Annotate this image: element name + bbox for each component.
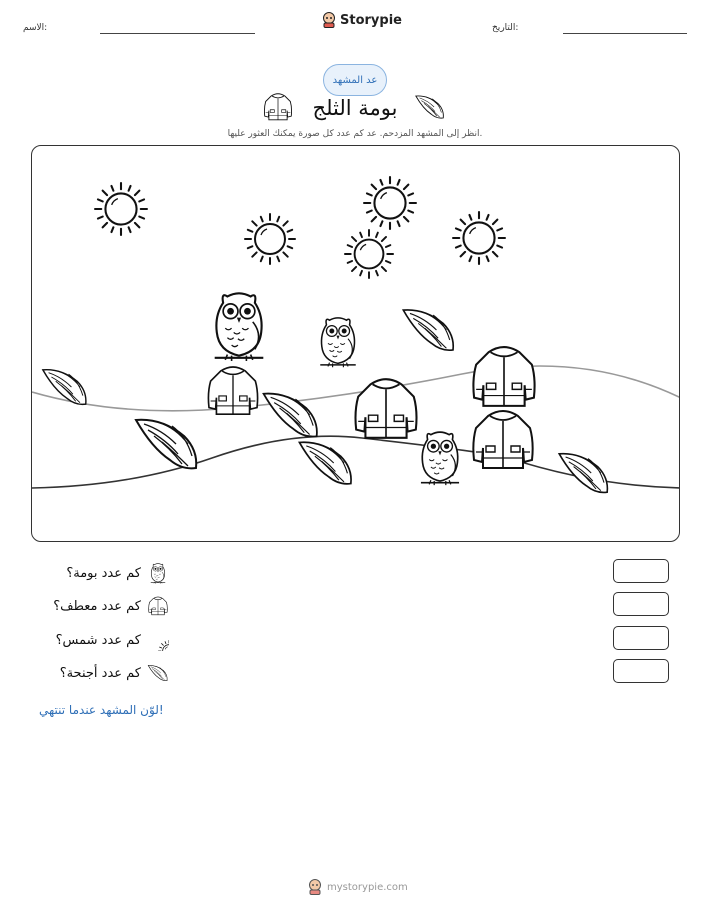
wing-icon: [136, 420, 196, 469]
answer-box-coat[interactable]: [613, 592, 669, 616]
footer-url[interactable]: mystorypie.com: [327, 881, 408, 893]
wing-icon: [147, 662, 169, 684]
brand-name: Storypie: [340, 12, 402, 28]
instructions: انظر إلى المشهد المزدحم. عد كم عدد كل صورة يمكنك العثور عليها.: [227, 129, 483, 139]
sun-icon: [147, 629, 169, 651]
coat-icon: [473, 347, 534, 406]
date-label: التاريخ:: [492, 23, 519, 33]
name-line[interactable]: [100, 33, 255, 34]
question-owl: [66, 562, 169, 584]
question-coat-text: كم عدد معطف؟: [53, 598, 141, 614]
question-coat: [53, 595, 169, 617]
wing-icon: [559, 454, 607, 493]
question-sun-text: كم عدد شمس؟: [55, 632, 141, 648]
coat-icon: [208, 367, 257, 414]
owl-icon: [320, 318, 355, 367]
counting-scene: [31, 145, 680, 542]
footer: [308, 879, 408, 895]
coat-icon: [355, 379, 416, 438]
wing-icon: [299, 442, 351, 484]
owl-icon: [147, 562, 169, 584]
scene-illustration: [32, 146, 680, 542]
sun-icon: [245, 214, 295, 264]
date-line[interactable]: [563, 33, 687, 34]
sun-icon: [95, 183, 147, 235]
answer-box-sun[interactable]: [613, 626, 669, 650]
sun-icon: [453, 212, 505, 264]
color-note: لوّن المشهد عندما تنتهي!: [39, 703, 164, 717]
activity-badge: عد المشهد: [323, 64, 387, 96]
answer-box-wing[interactable]: [613, 659, 669, 683]
question-sun: [56, 629, 169, 651]
question-wing: [60, 662, 169, 684]
sun-icon: [345, 230, 393, 278]
brand: [322, 12, 402, 28]
wing-icon: [43, 370, 86, 405]
coat-icon: [262, 92, 294, 122]
name-label: الاسم:: [23, 23, 48, 33]
coat-icon: [473, 411, 532, 468]
page-title: بومة الثلج: [312, 96, 398, 120]
storypie-logo-icon: [308, 879, 322, 895]
owl-icon: [215, 293, 264, 361]
wing-icon: [403, 310, 453, 350]
question-owl-text: كم عدد بومة؟: [66, 565, 141, 581]
sun-icon: [364, 177, 416, 229]
wing-icon: [414, 93, 446, 121]
question-wing-text: كم عدد أجنحة؟: [59, 665, 141, 681]
owl-icon: [421, 432, 459, 485]
coat-icon: [147, 595, 169, 617]
answer-box-owl[interactable]: [613, 559, 669, 583]
storypie-logo-icon: [322, 12, 336, 28]
